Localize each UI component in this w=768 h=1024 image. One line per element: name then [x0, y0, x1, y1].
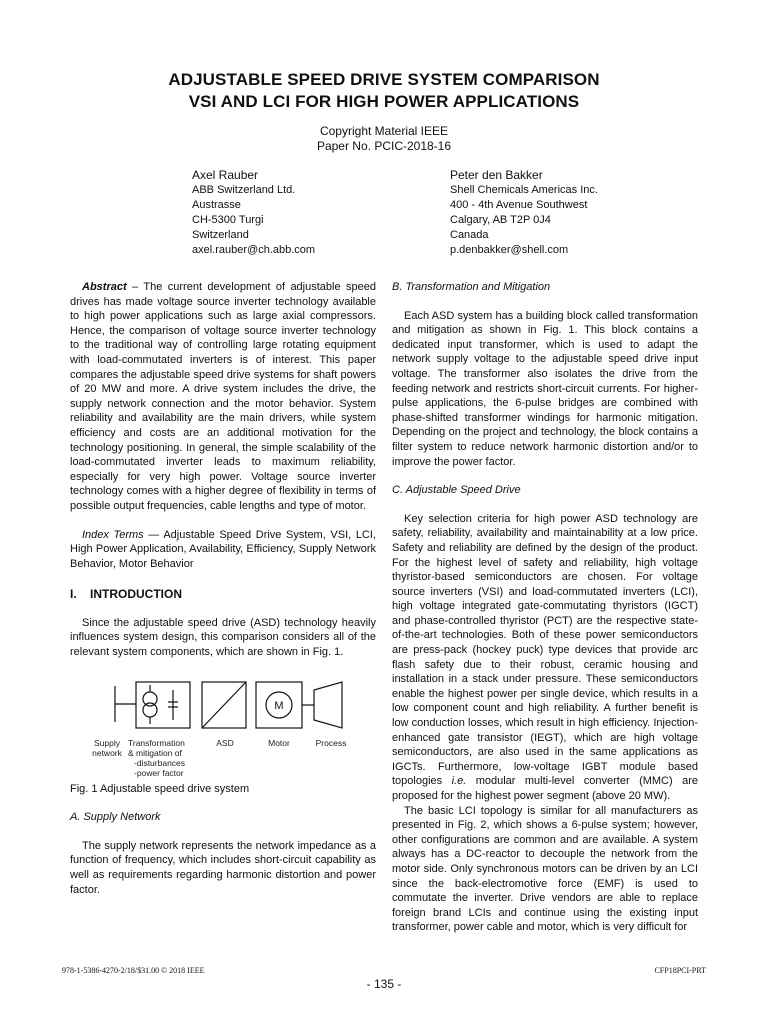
- section-title: INTRODUCTION: [90, 587, 183, 602]
- index-terms-paragraph: [70, 528, 376, 572]
- motor-symbol-label: M: [274, 699, 284, 712]
- section-heading-introduction: [70, 587, 376, 602]
- abstract-label: Abstract: [82, 281, 127, 293]
- figure-1-caption: Fig. 1 Adjustable speed drive system: [70, 782, 250, 795]
- paper-title-line-2: VSI AND LCI FOR HIGH POWER APPLICATIONS: [188, 92, 580, 111]
- author-email: axel.rauber@ch.abb.com: [192, 244, 316, 256]
- figure-1-diagram: [70, 660, 376, 778]
- section-c-ie: i.e.: [451, 775, 467, 788]
- label-supply-network: [84, 738, 130, 758]
- section-c-text-b: modular multi-level converter (MMC) are proposed for the highest power segment (above 20 MW).: [392, 775, 698, 802]
- label-network: network: [92, 747, 122, 758]
- author-affiliation: Shell Chemicals Americas Inc.: [450, 184, 598, 196]
- paper-number: Paper No. PCIC-2018-16: [316, 139, 452, 153]
- author-affiliation: ABB Switzerland Ltd.: [192, 184, 296, 196]
- author-street: 400 - 4th Avenue Southwest: [450, 199, 588, 211]
- abstract-paragraph: [70, 280, 376, 514]
- label-motor: Motor: [268, 737, 290, 748]
- intro-paragraph: Since the adjustable speed drive (ASD) technology heavily influences system design, this comparison considers all of the relevant system components, which are shown in Fig. 1.: [70, 616, 376, 659]
- process-compressor: [314, 682, 342, 728]
- footer-code: CFP18PCI-PRT: [654, 966, 706, 975]
- index-terms-text: — Adjustable Speed Drive System, VSI, LCI, High Power Application, Availability, Efficiency, Supply Network Behavior, Motor Behavior: [70, 528, 376, 570]
- section-b-paragraph: Each ASD system has a building block called transformation and mitigation as shown in Fig. 1. This block contains a dedicated input transformer, which is used to adapt the network supply voltage to the adjustable speed drive input voltage. The transformer also isolates the drive from the feeding network and restricts short-circuit currents. For higher-pulse applications, the 6-pulse bridges are combined with phase-shifted transformer windings for harmonic mitigation. Depending on the project and technology, the block contains a filter system to reduce network harmonic distortion and/or to improve the power factor.: [392, 309, 698, 468]
- index-terms-label: Index Terms: [82, 528, 144, 541]
- left-column: [70, 280, 376, 897]
- label-supply: Supply: [94, 737, 120, 748]
- author-city: CH-5300 Turgi: [192, 214, 264, 226]
- author-city: Calgary, AB T2P 0J4: [450, 214, 551, 226]
- page-number: - 135 -: [366, 977, 402, 991]
- author-country: Canada: [450, 229, 489, 241]
- right-column: [392, 280, 698, 935]
- transformation-block: [136, 682, 190, 728]
- author-email: p.denbakker@shell.com: [450, 244, 569, 256]
- copyright-block: [0, 124, 768, 154]
- footer-isbn: 978-1-5386-4270-2/18/$31.00 © 2018 IEEE: [62, 966, 205, 975]
- section-number: I.: [70, 587, 77, 602]
- label-transformation-2: & mitigation of: [128, 747, 182, 758]
- asd-diagonal: [202, 682, 246, 728]
- label-asd: ASD: [216, 737, 234, 748]
- label-transformation-1: Transformation: [128, 737, 185, 748]
- author-country: Switzerland: [192, 229, 249, 241]
- copyright-line: Copyright Material IEEE: [319, 124, 449, 138]
- author-block-2: [450, 167, 598, 258]
- label-process: Process: [315, 737, 347, 748]
- subsection-a-heading: A. Supply Network: [70, 811, 161, 824]
- section-c-text-a: Key selection criteria for high power ASD technology are safety, reliability, availability and maintainability at a low price. Safety and reliability are defined by the design of the product. For the highest level of safety and reliability, high voltage thyristor-based semiconductors are chosen. For voltage source inverters (VSI) and load-commutated inverters (LCI), high voltage integrated gate-commutating thyristors (IGCT) and phase-controlled thyristor (PCT) are the respective state-of-the-art technologies. Both of these power semiconductors are press-pack (hockey puck) type devices that provide arc flash safety due to their robust, ceramic housing and installation in a stack under pressure. These semiconductors enable the highest power per single device, which results in a low component count and high reliability. A further benefit is low conduction losses, which result in high efficiency. Injection-enhanced gate transistor (IEGT), which are high voltage semiconductors, are also used in the same applications as IGCTs. Furthermore, low-voltage IGBT module based topologies: [392, 512, 698, 788]
- abstract-text: – The current development of adjustable speed drives has made voltage source inverter technology available to high power applications such as large axial compressors. Hence, the comparison of voltage source inverter technology to the traditional way of controlling large rotating equipment with load-commutated inverters is of interest. This paper compares the adjustable speed drive systems for shaft powers of 20 MW and more. A drive system includes the drive, the supply network connection and the motor behavior. System reliability and availability are the main drivers, while system efficiency and costs are an additional motivation for the technology positioning. In general, the simple scalability of the load-commutated inverter leads to maximum reliability, especially for very high power. Voltage source inverter technology comes with a higher degree of flexibility in terms of possible output frequencies, cable lengths and type of motor.: [70, 281, 376, 512]
- author-name: Peter den Bakker: [450, 168, 543, 182]
- author-name: Axel Rauber: [192, 168, 259, 182]
- author-block-1: [192, 167, 315, 258]
- subsection-c-heading: C. Adjustable Speed Drive: [392, 484, 521, 497]
- section-c-paragraph-2: The basic LCI topology is similar for all manufacturers as presented in Fig. 2, which shows a 6-pulse system; however, other configurations are common and are available. A system always has a DC-reactor to decouple the network from the motor side. Only synchronous motors can be driven by an LCI since the back-electromotive force (EMF) is used to commutate the inverter. Drive vendors are able to replace foreign brand LCIs and continue using the existing input transformer, power cable and motor, which is very difficult for: [392, 804, 698, 934]
- section-a-paragraph: The supply network represents the network impedance as a function of frequency, which includes short-circuit capability as well as requirements regarding harmonic distortion and power factor.: [70, 839, 376, 896]
- subsection-b-heading: B. Transformation and Mitigation: [392, 281, 551, 293]
- section-c-paragraph-1: [392, 512, 698, 804]
- transformer-winding-1: [143, 692, 157, 706]
- paper-title-line-1: ADJUSTABLE SPEED DRIVE SYSTEM COMPARISON: [168, 70, 600, 89]
- transformer-winding-2: [143, 703, 157, 717]
- author-street: Austrasse: [192, 199, 241, 211]
- label-transformation-3: -disturbances: [134, 757, 186, 768]
- label-transformation: [128, 738, 198, 778]
- label-transformation-4: -power factor: [134, 767, 184, 778]
